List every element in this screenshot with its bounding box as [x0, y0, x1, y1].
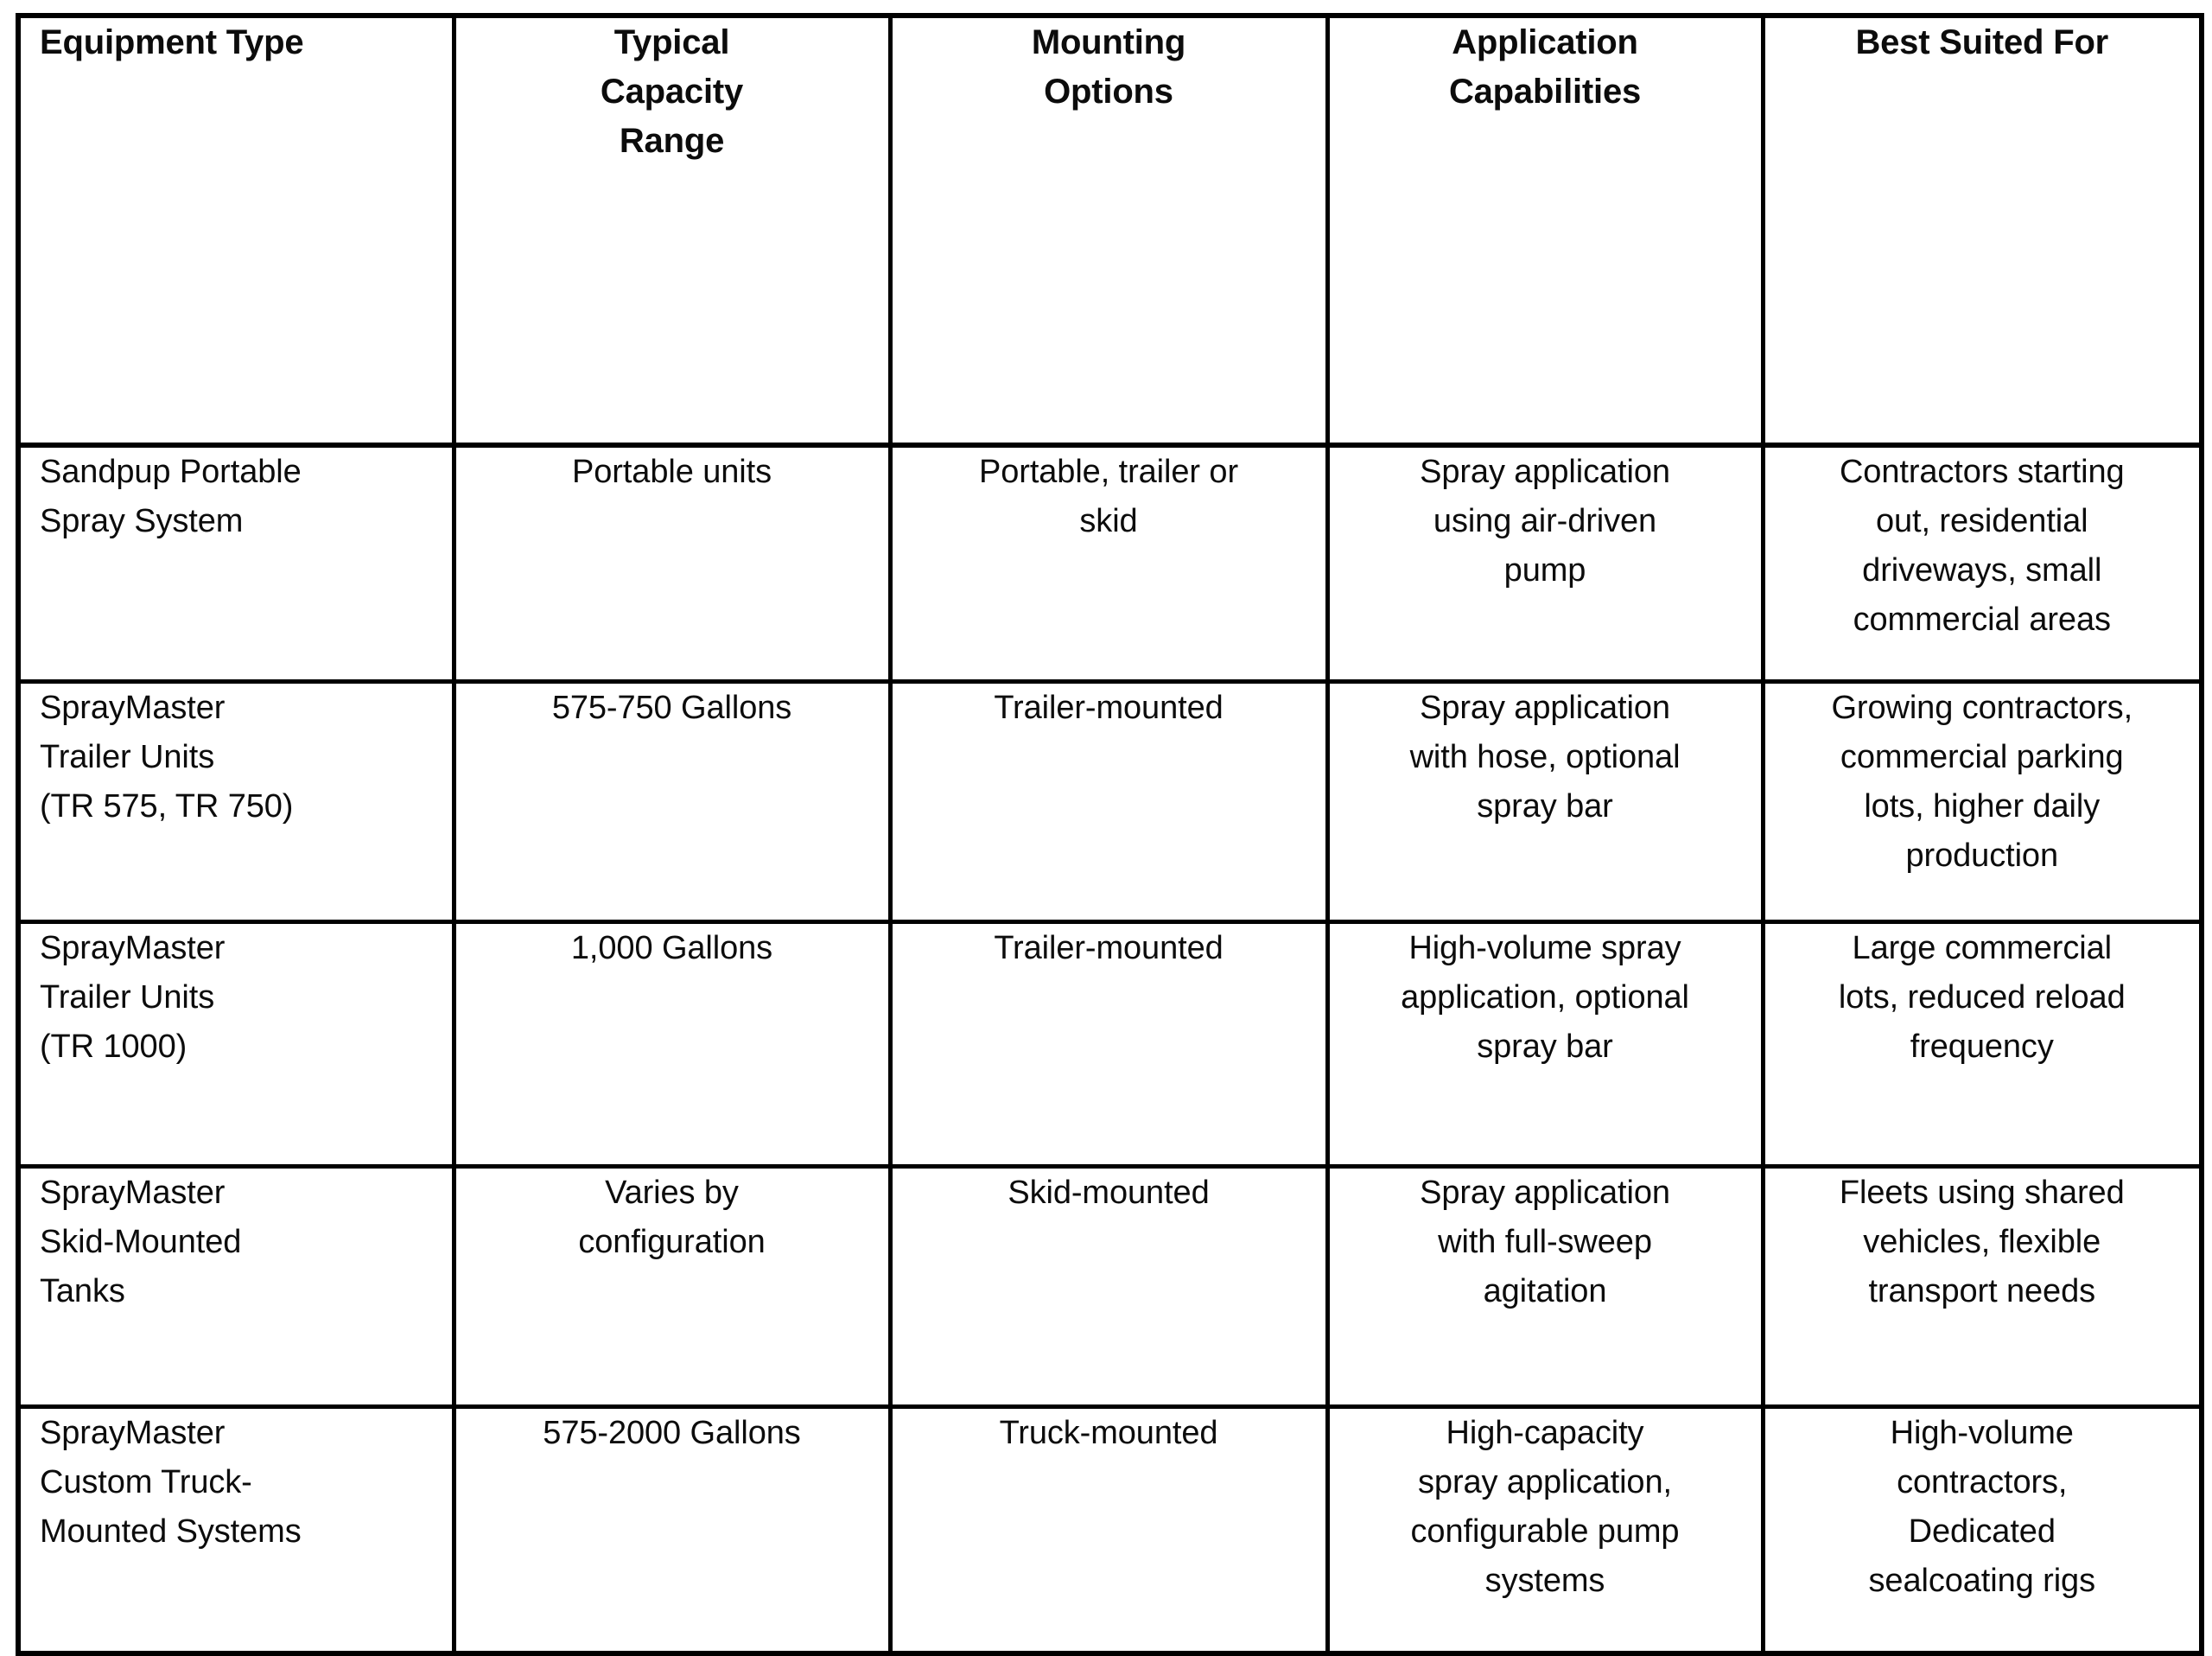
cell-text-line: out, residential	[1875, 503, 2088, 539]
cell-text-line: (TR 575, TR 750)	[40, 788, 294, 825]
cell-text-line: Growing contractors,	[1831, 690, 2133, 726]
cell-text-line: (TR 1000)	[40, 1029, 188, 1065]
cell-text-line: transport needs	[1868, 1273, 2096, 1309]
cell-capacity-range	[454, 682, 890, 922]
cell-text-line: contractors,	[1897, 1464, 2068, 1500]
cell-text-line: configuration	[578, 1224, 766, 1260]
cell-mounting-options	[890, 1167, 1327, 1407]
cell-text-line: SprayMaster	[40, 1175, 226, 1211]
cell-text-line: 575-2000 Gallons	[543, 1415, 801, 1451]
cell-text-line: Tanks	[40, 1273, 125, 1309]
cell-text-line: Mounted Systems	[40, 1513, 302, 1550]
cell-best-suited-for	[1763, 1407, 2202, 1654]
cell-text-line: 1,000 Gallons	[570, 930, 773, 966]
cell-best-suited-for	[1763, 445, 2202, 682]
cell-text-line: Spray System	[40, 503, 244, 539]
cell-best-suited-for	[1763, 682, 2202, 922]
cell-text-line: commercial areas	[1853, 602, 2111, 638]
cell-mounting-options	[890, 1407, 1327, 1654]
cell-equipment-type	[18, 922, 454, 1167]
cell-capacity-range	[454, 1167, 890, 1407]
cell-best-suited-for	[1763, 1167, 2202, 1407]
cell-text-line: spray bar	[1477, 1029, 1613, 1065]
cell-text-line: vehicles, flexible	[1863, 1224, 2101, 1260]
cell-text-line: driveways, small	[1862, 552, 2102, 589]
cell-mounting-options	[890, 682, 1327, 922]
cell-text-line: Portable units	[572, 454, 772, 490]
cell-text-line: pump	[1503, 552, 1586, 589]
cell-text-line: Trailer-mounted	[994, 930, 1224, 966]
cell-best-suited-for	[1763, 922, 2202, 1167]
cell-text-line: spray application,	[1418, 1464, 1672, 1500]
cell-text-line: Contractors starting	[1839, 454, 2125, 490]
cell-text-line: Trailer Units	[40, 739, 215, 775]
cell-text-line: with hose, optional	[1409, 739, 1681, 775]
cell-capacity-range	[454, 922, 890, 1167]
table-row	[18, 1407, 2202, 1654]
cell-text-line: Custom Truck-	[40, 1464, 252, 1500]
cell-text-line: Spray application	[1420, 690, 1670, 726]
cell-text-line: systems	[1484, 1563, 1605, 1599]
column-header-equipment-type	[18, 16, 454, 445]
cell-text-line: lots, higher daily	[1864, 788, 2101, 825]
table-row	[18, 922, 2202, 1167]
cell-text-line: Varies by	[605, 1175, 739, 1211]
cell-equipment-type	[18, 1407, 454, 1654]
cell-text-line: SprayMaster	[40, 1415, 226, 1451]
cell-equipment-type	[18, 682, 454, 922]
column-header-equipment-type-text: Equipment Type	[40, 23, 304, 61]
column-header-mounting-options	[890, 16, 1327, 445]
cell-text-line: production	[1905, 838, 2058, 874]
cell-text-line: agitation	[1483, 1273, 1607, 1309]
cell-text-line: Truck-mounted	[999, 1415, 1218, 1451]
column-header-application-capabilities	[1327, 16, 1763, 445]
cell-application-capabilities	[1327, 1167, 1763, 1407]
table-header-row	[18, 16, 2202, 445]
cell-text-line: Trailer Units	[40, 979, 215, 1016]
table-header	[18, 16, 2202, 445]
cell-application-capabilities	[1327, 922, 1763, 1167]
column-header-mounting-options-line1: Mounting	[1031, 23, 1186, 61]
cell-application-capabilities	[1327, 1407, 1763, 1654]
cell-equipment-type	[18, 1167, 454, 1407]
cell-text-line: Trailer-mounted	[994, 690, 1224, 726]
cell-equipment-type	[18, 445, 454, 682]
cell-text-line: spray bar	[1477, 788, 1613, 825]
cell-text-line: Dedicated	[1908, 1513, 2056, 1550]
column-header-best-suited-for-text: Best Suited For	[1855, 23, 2109, 61]
cell-text-line: Skid-Mounted	[40, 1224, 242, 1260]
cell-text-line: lots, reduced reload	[1838, 979, 2126, 1016]
cell-text-line: sealcoating rigs	[1868, 1563, 2095, 1599]
cell-capacity-range	[454, 1407, 890, 1654]
comparison-table-container	[16, 13, 2199, 1599]
cell-text-line: Large commercial	[1852, 930, 2112, 966]
cell-mounting-options	[890, 922, 1327, 1167]
cell-capacity-range	[454, 445, 890, 682]
cell-text-line: application, optional	[1401, 979, 1689, 1016]
table-body	[18, 445, 2202, 1653]
column-header-best-suited-for	[1763, 16, 2202, 445]
cell-text-line: frequency	[1910, 1029, 2054, 1065]
table-row	[18, 682, 2202, 922]
cell-text-line: SprayMaster	[40, 690, 226, 726]
column-header-capacity-range	[454, 16, 890, 445]
cell-text-line: Sandpup Portable	[40, 454, 302, 490]
cell-application-capabilities	[1327, 682, 1763, 922]
cell-text-line: Fleets using shared	[1839, 1175, 2125, 1211]
column-header-capacity-range-line2: Capacity	[600, 73, 744, 111]
table-row	[18, 445, 2202, 682]
column-header-mounting-options-line2: Options	[1044, 73, 1173, 111]
table-row	[18, 1167, 2202, 1407]
cell-text-line: High-volume	[1890, 1415, 2074, 1451]
cell-text-line: Portable, trailer or	[978, 454, 1238, 490]
cell-text-line: Skid-mounted	[1007, 1175, 1210, 1211]
cell-text-line: with full-sweep	[1438, 1224, 1652, 1260]
column-header-application-capabilities-line1: Application	[1452, 23, 1638, 61]
cell-text-line: Spray application	[1420, 1175, 1670, 1211]
column-header-capacity-range-line1: Typical	[613, 23, 730, 61]
column-header-application-capabilities-line2: Capabilities	[1448, 73, 1642, 111]
cell-text-line: High-capacity	[1446, 1415, 1644, 1451]
cell-text-line: skid	[1079, 503, 1138, 539]
cell-text-line: 575-750 Gallons	[551, 690, 792, 726]
cell-text-line: using air-driven	[1433, 503, 1657, 539]
cell-application-capabilities	[1327, 445, 1763, 682]
cell-mounting-options	[890, 445, 1327, 682]
cell-text-line: configurable pump	[1410, 1513, 1680, 1550]
equipment-comparison-table	[16, 13, 2204, 1656]
cell-text-line: commercial parking	[1840, 739, 2124, 775]
cell-text-line: Spray application	[1420, 454, 1670, 490]
column-header-capacity-range-line3: Range	[619, 122, 725, 160]
cell-text-line: High-volume spray	[1408, 930, 1681, 966]
cell-text-line: SprayMaster	[40, 930, 226, 966]
